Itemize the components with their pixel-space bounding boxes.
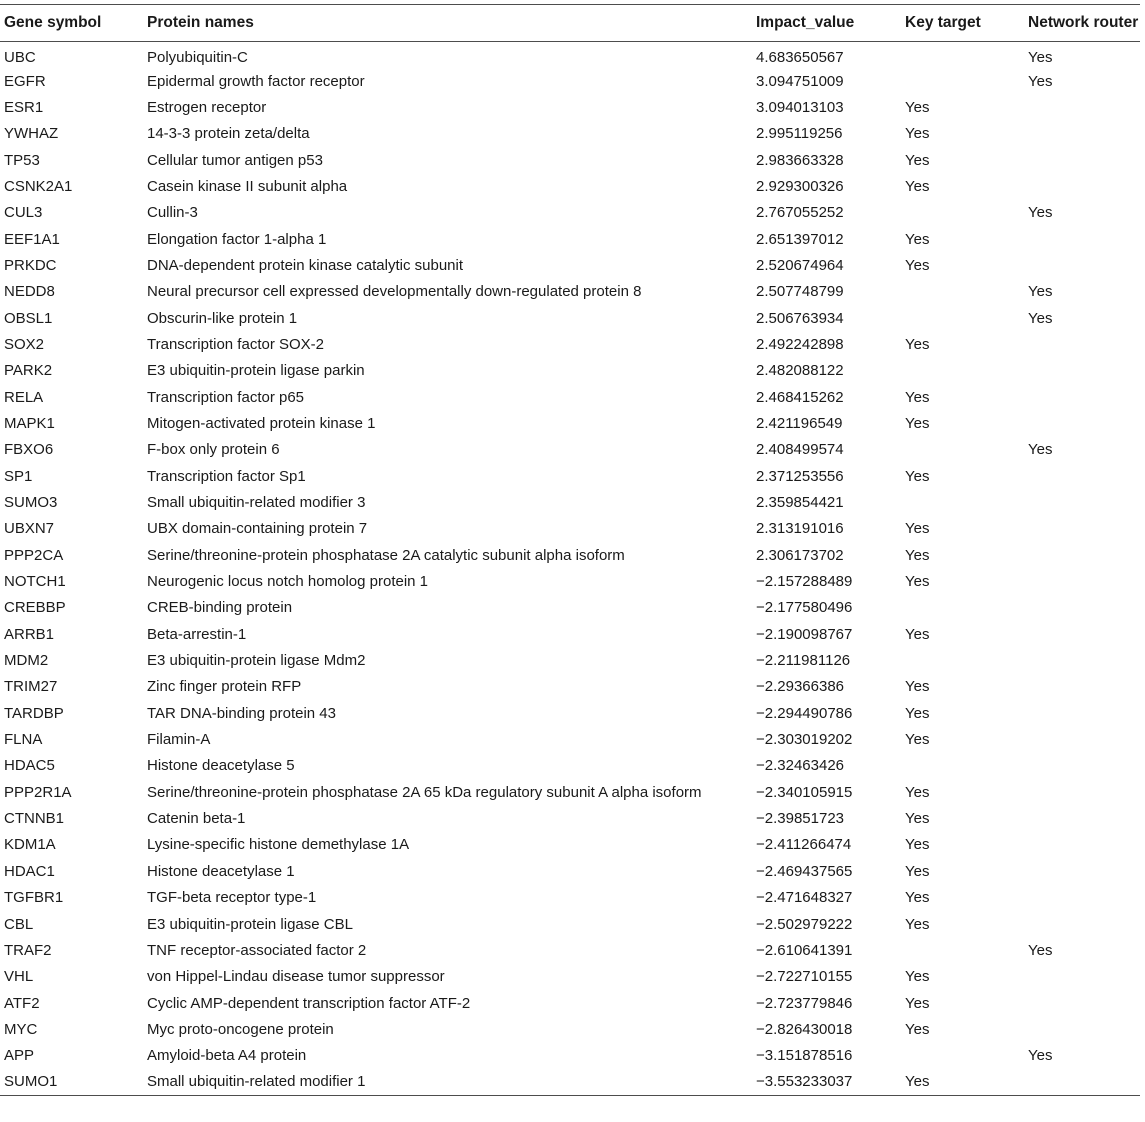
cell-key-target: Yes bbox=[905, 1073, 930, 1091]
cell-protein-name: Cyclic AMP-dependent transcription factor ATF-2 bbox=[147, 994, 471, 1012]
cell-network-router bbox=[1024, 674, 1140, 700]
table-row bbox=[0, 858, 1140, 884]
cell-network-router: Yes bbox=[1028, 941, 1053, 959]
cell-impact-value: −2.826430018 bbox=[756, 1020, 853, 1038]
cell-impact-value: −2.502979222 bbox=[756, 915, 853, 933]
cell-protein-name: E3 ubiquitin-protein ligase parkin bbox=[147, 362, 365, 380]
cell-key-target bbox=[901, 1043, 1024, 1069]
cell-gene-symbol: EEF1A1 bbox=[4, 230, 60, 248]
cell-gene-symbol: ATF2 bbox=[4, 994, 40, 1012]
cell-gene-symbol: CUL3 bbox=[4, 204, 43, 222]
cell-protein-name: Small ubiquitin-related modifier 1 bbox=[147, 1073, 366, 1091]
cell-key-target: Yes bbox=[905, 994, 930, 1012]
table-header bbox=[0, 5, 1140, 42]
cell-gene-symbol: HDAC5 bbox=[4, 757, 55, 775]
cell-impact-value: −2.39851723 bbox=[756, 810, 845, 828]
cell-impact-value: 2.929300326 bbox=[756, 177, 844, 195]
cell-network-router: Yes bbox=[1028, 283, 1053, 301]
cell-network-router bbox=[1024, 621, 1140, 647]
cell-network-router bbox=[1024, 647, 1140, 673]
table-row bbox=[0, 990, 1140, 1016]
cell-gene-symbol: TP53 bbox=[4, 151, 40, 169]
cell-gene-symbol: CREBBP bbox=[4, 599, 66, 617]
cell-impact-value: −2.303019202 bbox=[756, 731, 853, 749]
table-row bbox=[0, 279, 1140, 305]
cell-impact-value: 2.767055252 bbox=[756, 204, 844, 222]
cell-protein-name: Filamin-A bbox=[147, 731, 211, 749]
cell-impact-value: −3.553233037 bbox=[756, 1073, 853, 1091]
cell-key-target: Yes bbox=[905, 810, 930, 828]
cell-gene-symbol: RELA bbox=[4, 388, 44, 406]
cell-protein-name: Cellular tumor antigen p53 bbox=[147, 151, 323, 169]
cell-network-router bbox=[1024, 805, 1140, 831]
cell-impact-value: 2.408499574 bbox=[756, 441, 844, 459]
cell-gene-symbol: NEDD8 bbox=[4, 283, 55, 301]
table-row bbox=[0, 252, 1140, 278]
table-row bbox=[0, 726, 1140, 752]
table-row bbox=[0, 516, 1140, 542]
cell-impact-value: 4.683650567 bbox=[756, 49, 844, 67]
table-row bbox=[0, 226, 1140, 252]
cell-network-router bbox=[1024, 463, 1140, 489]
cell-protein-name: von Hippel-Lindau disease tumor suppressor bbox=[147, 968, 445, 986]
cell-impact-value: −2.190098767 bbox=[756, 625, 853, 643]
cell-protein-name: Polyubiquitin-C bbox=[147, 49, 248, 67]
table-row bbox=[0, 1016, 1140, 1042]
cell-protein-name: Neurogenic locus notch homolog protein 1 bbox=[147, 573, 429, 591]
cell-protein-name: Serine/threonine-protein phosphatase 2A catalytic subunit alpha isoform bbox=[147, 546, 625, 564]
cell-key-target: Yes bbox=[905, 968, 930, 986]
table-row bbox=[0, 542, 1140, 568]
cell-gene-symbol: VHL bbox=[4, 968, 34, 986]
cell-impact-value: −2.177580496 bbox=[756, 599, 853, 617]
cell-gene-symbol: UBXN7 bbox=[4, 520, 55, 538]
table-row bbox=[0, 911, 1140, 937]
cell-impact-value: 2.492242898 bbox=[756, 335, 844, 353]
cell-impact-value: −2.294490786 bbox=[756, 704, 853, 722]
cell-key-target bbox=[901, 305, 1024, 331]
cell-protein-name: Casein kinase II subunit alpha bbox=[147, 177, 348, 195]
cell-key-target: Yes bbox=[905, 388, 930, 406]
cell-impact-value: 2.506763934 bbox=[756, 309, 844, 327]
cell-key-target: Yes bbox=[905, 151, 930, 169]
table-row bbox=[0, 42, 1140, 68]
cell-key-target bbox=[901, 595, 1024, 621]
cell-impact-value: 3.094013103 bbox=[756, 98, 844, 116]
cell-impact-value: −2.32463426 bbox=[756, 757, 845, 775]
table-row bbox=[0, 832, 1140, 858]
table-row bbox=[0, 173, 1140, 199]
cell-impact-value: −2.723779846 bbox=[756, 994, 853, 1012]
header-row bbox=[0, 5, 1140, 42]
cell-impact-value: 2.306173702 bbox=[756, 546, 844, 564]
cell-key-target: Yes bbox=[905, 467, 930, 485]
cell-impact-value: 2.313191016 bbox=[756, 520, 844, 538]
cell-protein-name: Amyloid-beta A4 protein bbox=[147, 1047, 307, 1065]
cell-protein-name: Beta-arrestin-1 bbox=[147, 625, 247, 643]
cell-key-target bbox=[901, 358, 1024, 384]
table-row bbox=[0, 463, 1140, 489]
cell-gene-symbol: SUMO1 bbox=[4, 1073, 58, 1091]
cell-network-router bbox=[1024, 753, 1140, 779]
cell-network-router bbox=[1024, 516, 1140, 542]
cell-protein-name: E3 ubiquitin-protein ligase CBL bbox=[147, 915, 353, 933]
gene-table bbox=[0, 4, 1140, 1096]
cell-key-target: Yes bbox=[905, 546, 930, 564]
cell-impact-value: 2.995119256 bbox=[756, 125, 843, 143]
cell-network-router bbox=[1024, 726, 1140, 752]
table-row bbox=[0, 305, 1140, 331]
cell-gene-symbol: FLNA bbox=[4, 731, 43, 749]
cell-gene-symbol: TRIM27 bbox=[4, 678, 58, 696]
cell-impact-value: −2.340105915 bbox=[756, 783, 853, 801]
cell-network-router bbox=[1024, 595, 1140, 621]
cell-network-router bbox=[1024, 226, 1140, 252]
table-row bbox=[0, 700, 1140, 726]
cell-protein-name: Epidermal growth factor receptor bbox=[147, 72, 365, 90]
cell-protein-name: Estrogen receptor bbox=[147, 98, 267, 116]
cell-key-target bbox=[901, 489, 1024, 515]
header-gene-symbol: Gene symbol bbox=[4, 14, 102, 31]
cell-impact-value: 2.507748799 bbox=[756, 283, 844, 301]
cell-key-target: Yes bbox=[905, 520, 930, 538]
cell-protein-name: Cullin-3 bbox=[147, 204, 198, 222]
cell-protein-name: CREB-binding protein bbox=[147, 599, 293, 617]
cell-gene-symbol: UBC bbox=[4, 49, 36, 67]
cell-impact-value: −2.469437565 bbox=[756, 862, 853, 880]
cell-network-router bbox=[1024, 885, 1140, 911]
cell-protein-name: Small ubiquitin-related modifier 3 bbox=[147, 494, 366, 512]
cell-gene-symbol: SUMO3 bbox=[4, 494, 58, 512]
cell-network-router bbox=[1024, 94, 1140, 120]
cell-network-router bbox=[1024, 911, 1140, 937]
cell-key-target: Yes bbox=[905, 98, 930, 116]
cell-network-router: Yes bbox=[1028, 204, 1053, 222]
cell-impact-value: −2.211981126 bbox=[756, 652, 851, 670]
table-row bbox=[0, 410, 1140, 436]
cell-impact-value: 2.359854421 bbox=[756, 494, 844, 512]
cell-gene-symbol: KDM1A bbox=[4, 836, 56, 854]
cell-network-router: Yes bbox=[1028, 441, 1053, 459]
cell-protein-name: Serine/threonine-protein phosphatase 2A 65 kDa regulatory subunit A alpha isoform bbox=[147, 783, 702, 801]
cell-key-target: Yes bbox=[905, 177, 930, 195]
cell-network-router: Yes bbox=[1028, 309, 1053, 327]
cell-key-target: Yes bbox=[905, 335, 930, 353]
table-row bbox=[0, 68, 1140, 94]
cell-network-router bbox=[1024, 542, 1140, 568]
cell-network-router bbox=[1024, 700, 1140, 726]
cell-key-target bbox=[901, 437, 1024, 463]
cell-impact-value: −2.29366386 bbox=[756, 678, 845, 696]
cell-protein-name: F-box only protein 6 bbox=[147, 441, 280, 459]
cell-key-target bbox=[901, 42, 1024, 68]
header-impact-value: Impact_value bbox=[756, 14, 855, 31]
header-network-router: Network router bbox=[1028, 14, 1139, 31]
table-row bbox=[0, 647, 1140, 673]
cell-protein-name: Myc proto-oncogene protein bbox=[147, 1020, 334, 1038]
cell-key-target: Yes bbox=[905, 783, 930, 801]
cell-key-target: Yes bbox=[905, 125, 930, 143]
cell-gene-symbol: ESR1 bbox=[4, 98, 44, 116]
cell-key-target: Yes bbox=[905, 414, 930, 432]
cell-network-router bbox=[1024, 252, 1140, 278]
table-body bbox=[0, 42, 1140, 1096]
cell-key-target: Yes bbox=[905, 731, 930, 749]
table-row bbox=[0, 885, 1140, 911]
cell-network-router: Yes bbox=[1028, 49, 1053, 67]
table-row bbox=[0, 200, 1140, 226]
cell-network-router bbox=[1024, 147, 1140, 173]
cell-protein-name: Transcription factor p65 bbox=[147, 388, 305, 406]
cell-impact-value: 2.983663328 bbox=[756, 151, 844, 169]
cell-key-target: Yes bbox=[905, 915, 930, 933]
table-row bbox=[0, 358, 1140, 384]
cell-gene-symbol: SOX2 bbox=[4, 335, 45, 353]
cell-protein-name: Elongation factor 1-alpha 1 bbox=[147, 230, 327, 248]
cell-gene-symbol: TRAF2 bbox=[4, 941, 52, 959]
cell-impact-value: 2.371253556 bbox=[756, 467, 844, 485]
cell-protein-name: Neural precursor cell expressed developmentally down-regulated protein 8 bbox=[147, 283, 642, 301]
cell-impact-value: −2.722710155 bbox=[756, 968, 853, 986]
cell-key-target bbox=[901, 68, 1024, 94]
cell-key-target bbox=[901, 753, 1024, 779]
cell-protein-name: Histone deacetylase 5 bbox=[147, 757, 295, 775]
table-row bbox=[0, 674, 1140, 700]
cell-gene-symbol: SP1 bbox=[4, 467, 33, 485]
cell-impact-value: −2.157288489 bbox=[756, 573, 853, 591]
cell-key-target: Yes bbox=[905, 889, 930, 907]
cell-network-router bbox=[1024, 358, 1140, 384]
cell-gene-symbol: PPP2CA bbox=[4, 546, 64, 564]
header-key-target: Key target bbox=[905, 14, 981, 31]
cell-network-router bbox=[1024, 410, 1140, 436]
cell-gene-symbol: MYC bbox=[4, 1020, 38, 1038]
cell-gene-symbol: TGFBR1 bbox=[4, 889, 64, 907]
table-row bbox=[0, 94, 1140, 120]
table-row bbox=[0, 595, 1140, 621]
cell-gene-symbol: PPP2R1A bbox=[4, 783, 72, 801]
cell-key-target bbox=[901, 647, 1024, 673]
cell-gene-symbol: MDM2 bbox=[4, 652, 49, 670]
cell-network-router: Yes bbox=[1028, 72, 1053, 90]
cell-impact-value: −3.151878516 bbox=[756, 1047, 853, 1065]
cell-protein-name: Transcription factor SOX-2 bbox=[147, 335, 325, 353]
cell-network-router bbox=[1024, 990, 1140, 1016]
cell-protein-name: Zinc finger protein RFP bbox=[147, 678, 302, 696]
cell-gene-symbol: PRKDC bbox=[4, 256, 57, 274]
cell-protein-name: TGF-beta receptor type-1 bbox=[147, 889, 317, 907]
cell-gene-symbol: OBSL1 bbox=[4, 309, 53, 327]
cell-impact-value: 2.482088122 bbox=[756, 362, 844, 380]
cell-protein-name: Transcription factor Sp1 bbox=[147, 467, 306, 485]
cell-gene-symbol: APP bbox=[4, 1047, 35, 1065]
cell-key-target: Yes bbox=[905, 256, 930, 274]
cell-key-target: Yes bbox=[905, 625, 930, 643]
header-protein-names: Protein names bbox=[147, 14, 254, 31]
cell-protein-name: TAR DNA-binding protein 43 bbox=[147, 704, 336, 722]
cell-key-target: Yes bbox=[905, 1020, 930, 1038]
cell-key-target: Yes bbox=[905, 230, 930, 248]
table-row bbox=[0, 147, 1140, 173]
cell-protein-name: 14-3-3 protein zeta/delta bbox=[147, 125, 310, 143]
table-row bbox=[0, 621, 1140, 647]
cell-protein-name: TNF receptor-associated factor 2 bbox=[147, 941, 367, 959]
cell-gene-symbol: EGFR bbox=[4, 72, 46, 90]
cell-impact-value: 2.468415262 bbox=[756, 388, 844, 406]
cell-network-router: Yes bbox=[1028, 1047, 1053, 1065]
cell-protein-name: Histone deacetylase 1 bbox=[147, 862, 295, 880]
table-row bbox=[0, 384, 1140, 410]
cell-network-router bbox=[1024, 384, 1140, 410]
table-row bbox=[0, 489, 1140, 515]
cell-network-router bbox=[1024, 173, 1140, 199]
cell-network-router bbox=[1024, 964, 1140, 990]
cell-impact-value: −2.471648327 bbox=[756, 889, 853, 907]
cell-impact-value: 3.094751009 bbox=[756, 72, 844, 90]
table-row bbox=[0, 121, 1140, 147]
cell-gene-symbol: YWHAZ bbox=[4, 125, 59, 143]
cell-key-target: Yes bbox=[905, 678, 930, 696]
table-row bbox=[0, 964, 1140, 990]
cell-protein-name: Lysine-specific histone demethylase 1A bbox=[147, 836, 410, 854]
cell-protein-name: E3 ubiquitin-protein ligase Mdm2 bbox=[147, 652, 366, 670]
cell-impact-value: −2.610641391 bbox=[756, 941, 853, 959]
cell-gene-symbol: MAPK1 bbox=[4, 414, 55, 432]
cell-gene-symbol: CSNK2A1 bbox=[4, 177, 73, 195]
cell-network-router bbox=[1024, 489, 1140, 515]
cell-key-target: Yes bbox=[905, 836, 930, 854]
cell-gene-symbol: PARK2 bbox=[4, 362, 53, 380]
table-row bbox=[0, 331, 1140, 357]
cell-impact-value: 2.651397012 bbox=[756, 230, 844, 248]
cell-network-router bbox=[1024, 1069, 1140, 1095]
cell-protein-name: Obscurin-like protein 1 bbox=[147, 309, 298, 327]
cell-network-router bbox=[1024, 1016, 1140, 1042]
cell-impact-value: 2.520674964 bbox=[756, 256, 844, 274]
cell-network-router bbox=[1024, 568, 1140, 594]
cell-key-target: Yes bbox=[905, 704, 930, 722]
cell-key-target bbox=[901, 200, 1024, 226]
cell-network-router bbox=[1024, 121, 1140, 147]
table-row bbox=[0, 568, 1140, 594]
cell-gene-symbol: CTNNB1 bbox=[4, 810, 65, 828]
cell-gene-symbol: HDAC1 bbox=[4, 862, 55, 880]
table-row bbox=[0, 805, 1140, 831]
cell-protein-name: Mitogen-activated protein kinase 1 bbox=[147, 414, 376, 432]
cell-protein-name: UBX domain-containing protein 7 bbox=[147, 520, 368, 538]
table-row bbox=[0, 1069, 1140, 1095]
cell-network-router bbox=[1024, 331, 1140, 357]
cell-network-router bbox=[1024, 832, 1140, 858]
cell-gene-symbol: NOTCH1 bbox=[4, 573, 66, 591]
cell-impact-value: −2.411266474 bbox=[756, 836, 852, 854]
cell-network-router bbox=[1024, 779, 1140, 805]
cell-gene-symbol: CBL bbox=[4, 915, 34, 933]
cell-key-target bbox=[901, 937, 1024, 963]
cell-gene-symbol: ARRB1 bbox=[4, 625, 55, 643]
cell-impact-value: 2.421196549 bbox=[756, 414, 843, 432]
cell-gene-symbol: FBXO6 bbox=[4, 441, 54, 459]
cell-gene-symbol: TARDBP bbox=[4, 704, 64, 722]
cell-network-router bbox=[1024, 858, 1140, 884]
cell-protein-name: DNA-dependent protein kinase catalytic subunit bbox=[147, 256, 464, 274]
cell-key-target bbox=[901, 279, 1024, 305]
cell-key-target: Yes bbox=[905, 862, 930, 880]
table-row bbox=[0, 1043, 1140, 1069]
table-row bbox=[0, 937, 1140, 963]
table-row bbox=[0, 437, 1140, 463]
cell-key-target: Yes bbox=[905, 573, 930, 591]
table-row bbox=[0, 779, 1140, 805]
table-row bbox=[0, 753, 1140, 779]
cell-protein-name: Catenin beta-1 bbox=[147, 810, 246, 828]
